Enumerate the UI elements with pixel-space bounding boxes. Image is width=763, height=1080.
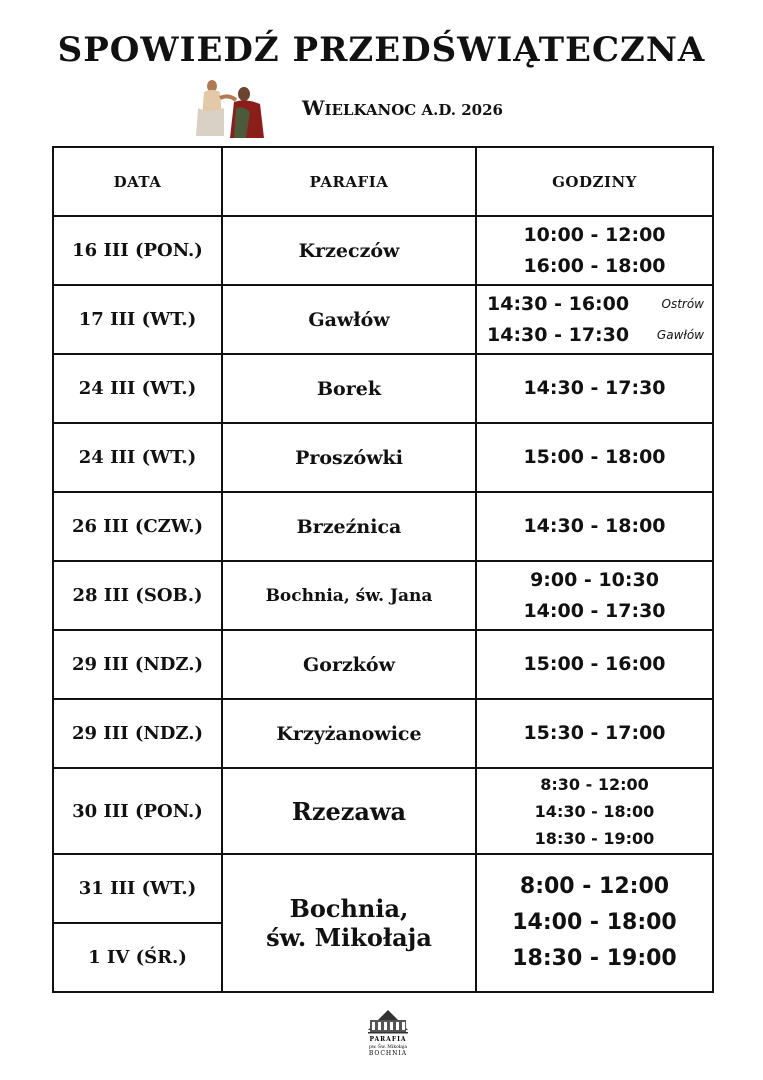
christ-and-thomas-painting [190,78,270,138]
hours-line: 14:00 - 18:00 [512,910,677,935]
hours-line: 10:00 - 12:00 [523,223,666,246]
hours-line: 14:30 - 16:00 Ostrów [477,289,712,320]
hours-line: 14:30 - 17:30 Gawłów [477,320,712,351]
column-header-hours: GODZINY [476,147,713,216]
parish-cell: Gawłów [222,285,476,354]
date-cell: 30 III (PON.) [53,768,222,854]
date-cell: 24 III (WT.) [53,423,222,492]
subtitle-row [190,78,610,140]
table-header-row [53,147,713,216]
hours-line: 16:00 - 18:00 [523,254,666,277]
hours-line: 8:00 - 12:00 [519,874,670,899]
hours-cell [476,423,713,492]
hours-line: 14:30 - 17:30 [523,377,666,399]
table-row [53,630,713,699]
hours-cell [476,768,713,854]
parish-cell: Brzeźnica [222,492,476,561]
svg-text:BOCHNIA: BOCHNIA [368,1050,408,1057]
parish-cell: Borek [222,354,476,423]
subtitle: WIELKANOC A.D. 2026 [302,96,503,120]
column-header-parish: PARAFIA [222,147,476,216]
date-cell: 29 III (NDZ.) [53,699,222,768]
hours-cell [476,561,713,630]
table-row [53,216,713,285]
confession-schedule-table [52,146,714,993]
parish-cell: Krzyżanowice [222,699,476,768]
date-cell: 28 III (SOB.) [53,561,222,630]
hours-line: 8:30 - 12:00 [540,774,649,794]
date-cell: 24 III (WT.) [53,354,222,423]
hours-cell [476,354,713,423]
parish-logo [362,1006,414,1058]
hours-cell [476,492,713,561]
parish-cell: Gorzków [222,630,476,699]
hours-cell [476,699,713,768]
parish-cell: Proszówki [222,423,476,492]
parish-cell: Bochnia, św. Mikołaja [222,854,476,992]
column-header-date: DATA [53,147,222,216]
hours-line: 18:30 - 19:00 [512,946,677,971]
date-cell: 29 III (NDZ.) [53,630,222,699]
table-row [53,854,713,923]
parish-cell: Rzezawa [222,768,476,854]
date-cell: 17 III (WT.) [53,285,222,354]
hours-cell [476,854,713,992]
svg-text:pw. Św. Mikołaja: pw. Św. Mikołaja [368,1045,408,1050]
svg-text:PARAFIA: PARAFIA [369,1036,407,1043]
hours-line: 15:00 - 18:00 [523,446,666,468]
date-cell: 16 III (PON.) [53,216,222,285]
date-cell: 26 III (CZW.) [53,492,222,561]
table-row [53,423,713,492]
date-cell: 1 IV (ŚR.) [53,923,222,992]
parish-cell: Krzeczów [222,216,476,285]
hours-line: 15:30 - 17:00 [523,722,666,744]
hours-line: 18:30 - 19:00 [534,828,655,848]
table-row [53,768,713,854]
table-row [53,699,713,768]
hours-cell [476,285,713,354]
table-row [53,354,713,423]
hours-line: 14:30 - 18:00 [523,515,666,537]
table-row [53,561,713,630]
hours-line: 15:00 - 16:00 [523,653,666,675]
hours-cell [476,216,713,285]
location-note: Ostrów [661,296,704,311]
hours-line: 9:00 - 10:30 [530,568,659,591]
hours-line: 14:30 - 18:00 [534,801,655,821]
page-title: SPOWIEDŹ PRZEDŚWIĄTECZNA [57,30,706,70]
date-cell: 31 III (WT.) [53,854,222,923]
table-row [53,285,713,354]
location-note: Gawłów [656,327,704,342]
table-row [53,492,713,561]
hours-cell [476,630,713,699]
hours-line: 14:00 - 17:30 [523,599,666,622]
parish-cell: Bochnia, św. Jana [222,561,476,630]
